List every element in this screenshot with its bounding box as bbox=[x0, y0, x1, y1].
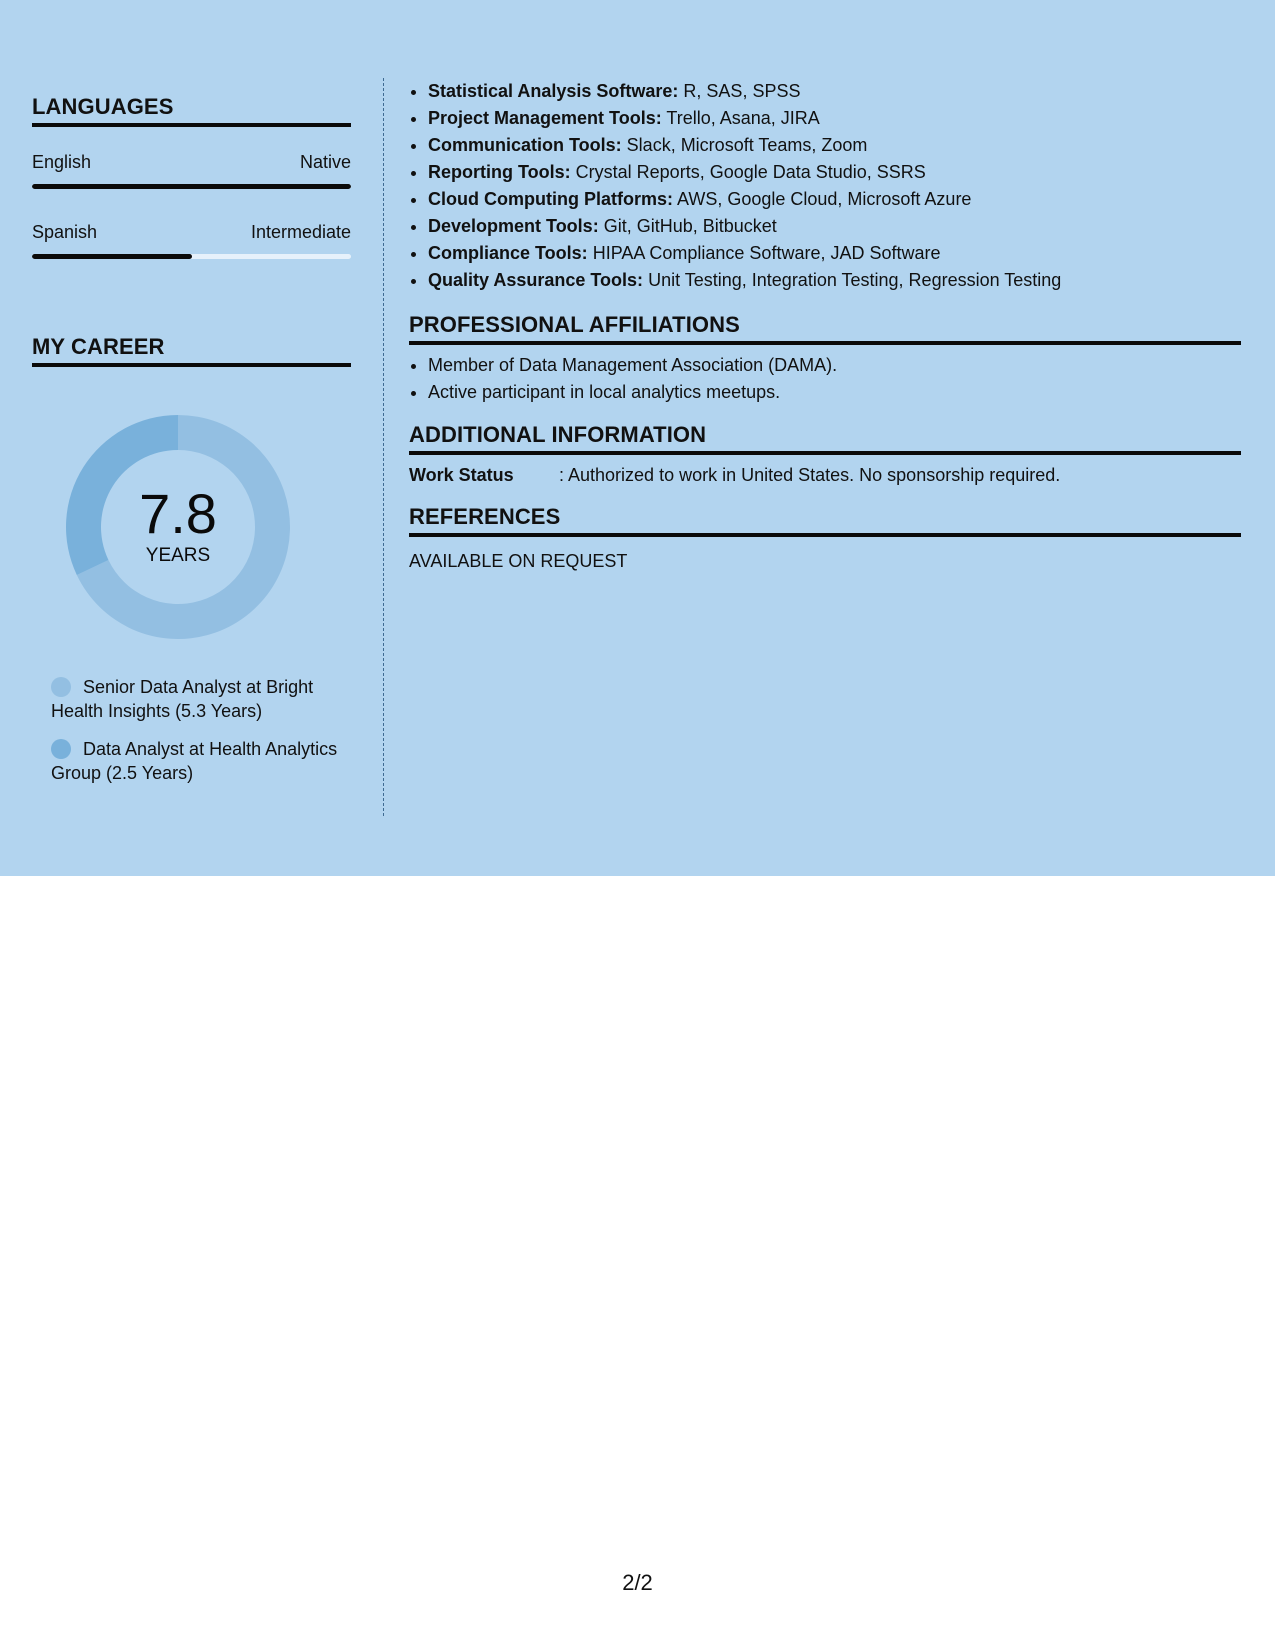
skill-value: Trello, Asana, JIRA bbox=[661, 108, 820, 128]
legend-text: Senior Data Analyst at Bright Health Insights (5.3 Years) bbox=[51, 677, 314, 721]
language-bar-fill bbox=[32, 254, 192, 259]
skill-item bbox=[428, 186, 1260, 213]
skill-item bbox=[428, 267, 1260, 294]
skill-label: Cloud Computing Platforms: bbox=[428, 189, 673, 209]
language-level: Intermediate bbox=[250, 222, 351, 242]
career-title: MY CAREER bbox=[32, 334, 351, 367]
skill-label: Quality Assurance Tools: bbox=[428, 270, 644, 290]
skill-label: Reporting Tools: bbox=[428, 162, 571, 182]
donut-center bbox=[66, 415, 290, 639]
skill-value: HIPAA Compliance Software, JAD Software bbox=[587, 243, 941, 263]
skill-value: Unit Testing, Integration Testing, Regression Testing bbox=[643, 270, 1062, 290]
affiliation-item: • Member of Data Management Association (DAMA). bbox=[428, 352, 1260, 379]
language-spanish bbox=[32, 221, 351, 259]
page-number: 2/2 bbox=[622, 1570, 653, 1595]
legend-item bbox=[51, 675, 341, 723]
work-status-label: Work Status bbox=[409, 465, 514, 485]
skill-item bbox=[428, 240, 1260, 267]
legend-text: Data Analyst at Health Analytics Group (2.5 Years) bbox=[51, 739, 338, 783]
skill-label: Communication Tools: bbox=[428, 135, 622, 155]
language-level: Native bbox=[299, 152, 351, 172]
skill-value: R, SAS, SPSS bbox=[678, 81, 801, 101]
language-english bbox=[32, 151, 351, 189]
legend-dot bbox=[51, 739, 71, 759]
language-name: English bbox=[32, 152, 92, 172]
language-bar-fill bbox=[32, 184, 351, 189]
career-legend bbox=[51, 675, 341, 799]
language-name: Spanish bbox=[32, 222, 98, 242]
skill-value: Slack, Microsoft Teams, Zoom bbox=[621, 135, 868, 155]
column-divider bbox=[383, 78, 384, 816]
career-donut-chart bbox=[66, 415, 290, 639]
work-status-value: : Authorized to work in United States. No sponsorship required. bbox=[559, 465, 1061, 485]
skill-item bbox=[428, 132, 1260, 159]
skill-item bbox=[428, 213, 1260, 240]
skill-item bbox=[428, 105, 1260, 132]
affiliations-list bbox=[409, 352, 1260, 406]
language-bar bbox=[32, 184, 351, 189]
skill-value: Crystal Reports, Google Data Studio, SSRS bbox=[570, 162, 926, 182]
affiliation-item: • Active participant in local analytics meetups. bbox=[428, 379, 1260, 406]
language-bar bbox=[32, 254, 351, 259]
references-title: REFERENCES bbox=[409, 504, 1241, 537]
skill-label: Statistical Analysis Software: bbox=[428, 81, 679, 101]
career-total-value: 7.8 bbox=[139, 482, 217, 545]
additional-info-title: ADDITIONAL INFORMATION bbox=[409, 422, 1241, 455]
skill-label: Compliance Tools: bbox=[428, 243, 588, 263]
skills-list bbox=[409, 78, 1260, 294]
languages-title: LANGUAGES bbox=[32, 94, 351, 127]
references-text: AVAILABLE ON REQUEST bbox=[409, 551, 628, 571]
affiliations-title: PROFESSIONAL AFFILIATIONS bbox=[409, 312, 1241, 345]
skill-item bbox=[428, 78, 1260, 105]
career-total-unit: YEARS bbox=[145, 545, 211, 566]
skill-value: Git, GitHub, Bitbucket bbox=[598, 216, 777, 236]
skill-value: AWS, Google Cloud, Microsoft Azure bbox=[672, 189, 972, 209]
skill-item bbox=[428, 159, 1260, 186]
skill-label: Development Tools: bbox=[428, 216, 599, 236]
legend-dot bbox=[51, 677, 71, 697]
skill-label: Project Management Tools: bbox=[428, 108, 662, 128]
work-status-row bbox=[409, 463, 1241, 487]
legend-item bbox=[51, 737, 341, 785]
